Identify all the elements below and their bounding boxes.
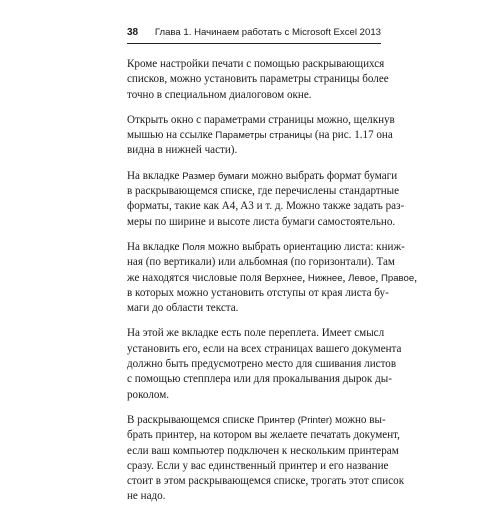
text-line	[127, 240, 405, 255]
text-run: меры по ширине и высоте листа бумаги самостоятельно.	[127, 215, 396, 228]
paragraph	[127, 113, 395, 159]
text-run: с помощью степплера или для прокалывания дырок ды-	[127, 373, 392, 386]
text-line	[127, 271, 417, 286]
text-line	[127, 474, 405, 489]
paragraph	[127, 240, 417, 316]
paragraph	[127, 169, 405, 230]
page-number: 38	[127, 27, 139, 38]
text-line	[127, 357, 397, 372]
text-run: можно выбрать формат бумаги	[248, 169, 398, 182]
paragraph	[127, 326, 402, 402]
ui-term: Поля	[182, 241, 206, 253]
text-run: ная (по вертикали) или альбомная (по горизонтали). Там	[127, 256, 395, 269]
ui-term: Левое	[348, 272, 376, 284]
text-run: видна в нижней части).	[127, 144, 238, 157]
text-line	[127, 489, 381, 504]
text-line	[127, 128, 393, 143]
text-line	[127, 72, 389, 87]
chapter-title: Глава 1. Начинаем работать с Microsoft Excel 2013	[154, 27, 381, 38]
text-run: форматы, такие как A4, A3 и т. д. Можно также задать раз-	[127, 200, 405, 213]
text-run: ,	[375, 271, 381, 284]
text-run: На вкладке	[127, 169, 183, 182]
ui-term: Размер бумаги	[182, 170, 249, 182]
page-header	[127, 26, 381, 42]
text-run: роколом.	[127, 388, 169, 401]
text-line	[127, 372, 392, 387]
text-run: должно быть предусмотрено место для сшивания листов	[127, 358, 397, 371]
text-run: (на рис. 1.17 она	[312, 129, 393, 142]
text-run: стоит в этом раскрывающемся списке, трогать этот список	[127, 475, 405, 488]
text-line	[127, 413, 386, 428]
text-run: же находятся числовые поля	[127, 271, 265, 284]
text-line	[127, 459, 389, 474]
text-run: В раскрывающемся списке	[127, 413, 258, 426]
body-text	[127, 57, 417, 515]
text-run: маги до области текста.	[127, 302, 239, 315]
text-line	[127, 286, 389, 301]
text-run: можно выбрать ориентацию листа: книж-	[205, 240, 405, 253]
text-run: если ваш компьютер подключен к нескольким принтерам	[127, 444, 399, 457]
ui-term: Принтер (Printer)	[257, 414, 333, 426]
text-run: списков, можно установить параметры страницы более	[127, 73, 389, 86]
text-run: мышью на ссылке	[127, 129, 216, 142]
text-run: установить его, если на всех страницах вашего документа	[127, 342, 402, 355]
text-line	[127, 255, 395, 270]
text-line	[127, 388, 381, 403]
text-run: На этой же вкладке есть поле переплета. Имеет смысл	[127, 327, 385, 340]
header-rule	[127, 43, 381, 44]
text-line	[127, 184, 400, 199]
text-run: ,	[302, 271, 308, 284]
text-run: сразу. Если у вас единственный принтер и его название	[127, 459, 389, 472]
text-run: в раскрывающемся списке, где перечислены стандартные	[127, 185, 400, 198]
text-run: ,	[414, 271, 417, 284]
ui-term: Верхнее	[264, 272, 303, 284]
text-run: точно в специальном диалоговом окне.	[127, 88, 312, 101]
text-run: в которых можно установить отступы от края листа бу-	[127, 286, 389, 299]
text-line	[127, 169, 398, 184]
text-line	[127, 57, 385, 72]
text-run: брать принтер, на котором вы желаете печатать документ,	[127, 429, 400, 442]
text-run: ,	[342, 271, 349, 284]
text-line	[127, 342, 402, 357]
ui-term: Параметры страницы	[215, 130, 313, 142]
text-line	[127, 143, 381, 158]
ui-term: Нижнее	[307, 272, 343, 284]
text-line	[127, 113, 395, 128]
text-line	[127, 88, 381, 103]
text-run: не надо.	[127, 490, 166, 503]
paragraph	[127, 413, 405, 505]
text-line	[127, 215, 396, 230]
text-run: можно вы-	[332, 413, 386, 426]
text-run: Открыть окно с параметрами страницы можно, щелкнув	[127, 113, 395, 126]
ui-term: Правое	[380, 272, 415, 284]
paragraph	[127, 57, 389, 103]
text-line	[127, 428, 400, 443]
text-line	[127, 301, 381, 316]
text-run: На вкладке	[127, 240, 183, 253]
text-line	[127, 199, 405, 214]
text-run: Кроме настройки печати с помощью раскрывающихся	[127, 58, 385, 70]
text-line	[127, 444, 399, 459]
text-line	[127, 326, 385, 341]
